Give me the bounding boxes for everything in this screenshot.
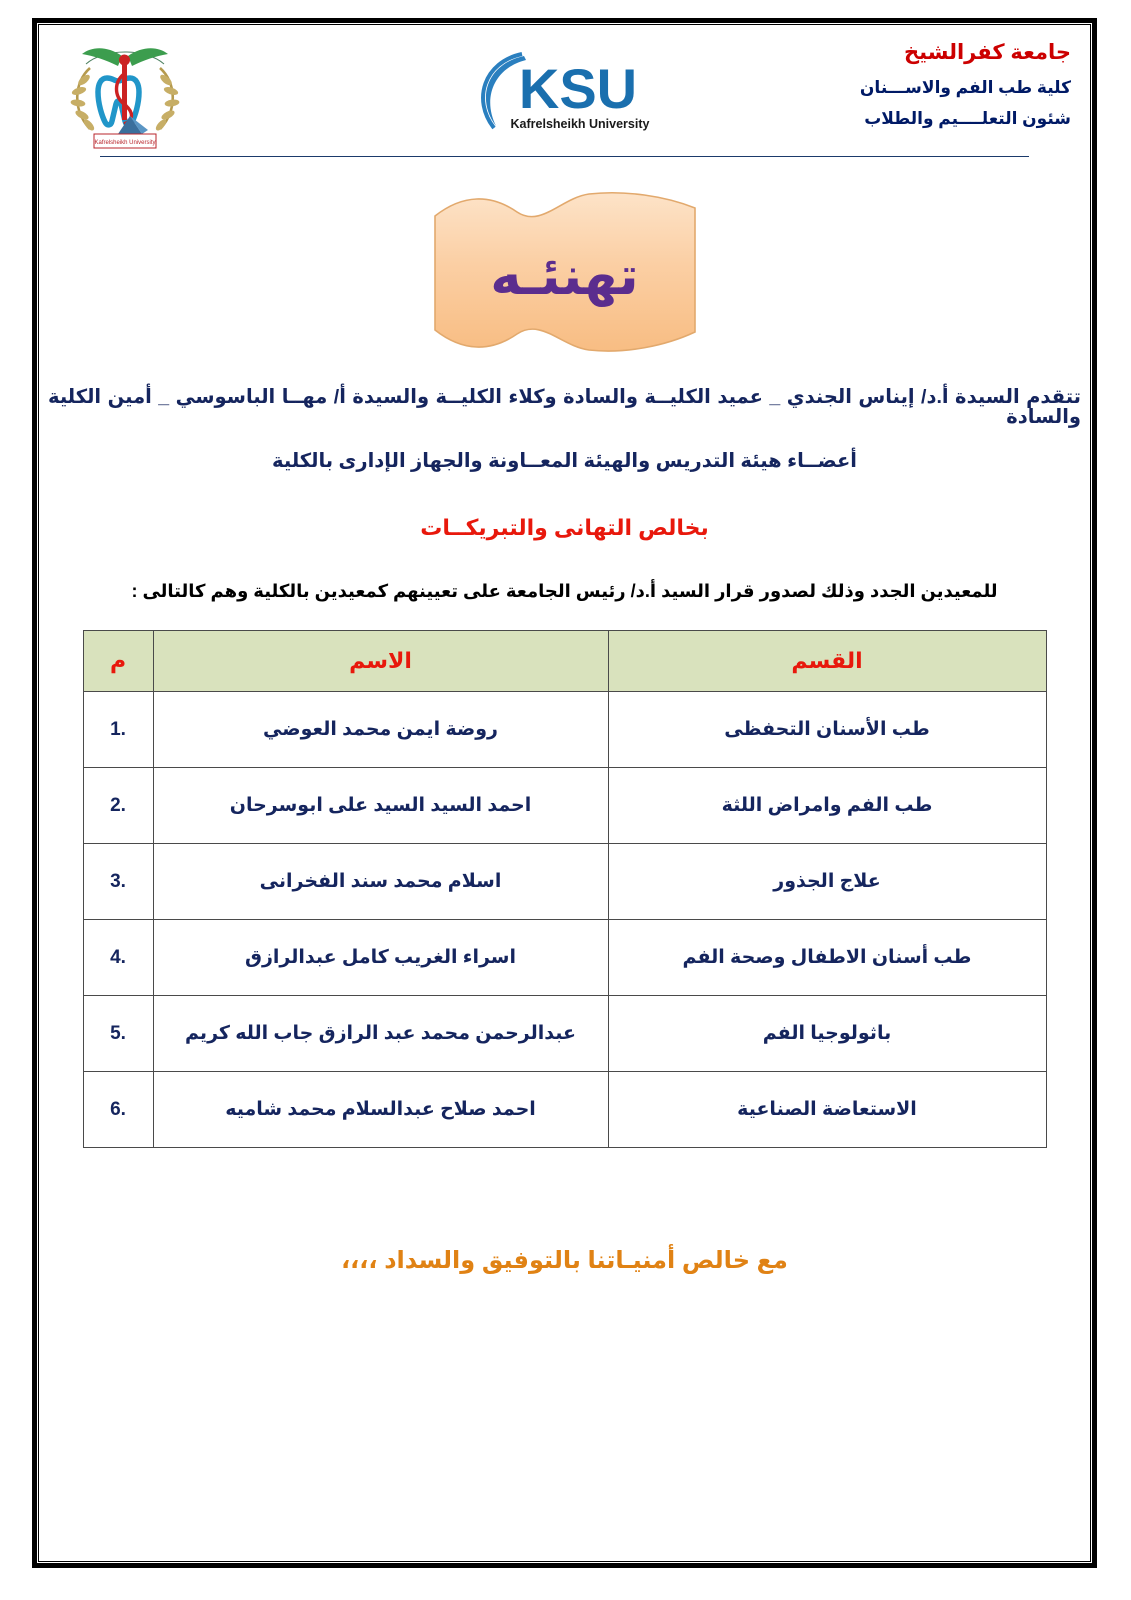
- document-page: [44, 28, 1085, 1556]
- cell-name: احمد صلاح عبدالسلام محمد شاميه: [153, 1072, 608, 1148]
- cell-department: طب الأسنان التحفظى: [608, 692, 1046, 768]
- cell-name: اسراء الغريب كامل عبدالرازق: [153, 920, 608, 996]
- intro-line-1: تتقدم السيدة أ.د/ إيناس الجندي _ عميد الكليــة والسادة وكلاء الكليــة والسيدة أ/ مهــا الباسوسي _ أمين الكلية والسادة: [48, 386, 1081, 428]
- congratulation-banner-wrap: [44, 190, 1085, 358]
- cell-no: 1.: [83, 692, 153, 768]
- header-divider: [100, 156, 1029, 157]
- table-row: [83, 844, 1046, 920]
- table-row: [83, 692, 1046, 768]
- decree-text: للمعيدين الجدد وذلك لصدور قرار السيد أ.د/ رئيس الجامعة على تعيينهم كمعيدين بالكلية وهم كالتالى :: [131, 581, 998, 601]
- congratulation-banner: [429, 190, 701, 358]
- document-header: [44, 28, 1085, 156]
- cell-name: اسلام محمد سند الفخرانى: [153, 844, 608, 920]
- ksu-subtitle: Kafrelsheikh University: [510, 117, 649, 131]
- cell-name: احمد السيد السيد على ابوسرحان: [153, 768, 608, 844]
- table-row: [83, 1072, 1046, 1148]
- header-title-block: [860, 40, 1071, 140]
- banner-title: تهنئـه: [490, 246, 639, 306]
- cell-no: 4.: [83, 920, 153, 996]
- department-name: شئون التعلــــيم والطلاب: [864, 109, 1071, 128]
- table-row: [83, 996, 1046, 1072]
- table-header-row: [83, 631, 1046, 692]
- cell-no: 6.: [83, 1072, 153, 1148]
- cell-department: علاج الجذور: [608, 844, 1046, 920]
- university-name: جامعة كفرالشيخ: [904, 41, 1071, 64]
- cell-name: عبدالرحمن محمد عبد الرازق جاب الله كريم: [153, 996, 608, 1072]
- intro-line-2: أعضــاء هيئة التدريس والهيئة المعــاونة والجهاز الإدارى بالكلية: [272, 450, 857, 472]
- new-demonstrators-table: [83, 630, 1047, 1148]
- column-header-no: م: [83, 631, 153, 692]
- cell-name: روضة ايمن محمد العوضي: [153, 692, 608, 768]
- cell-department: طب الفم وامراض اللثة: [608, 768, 1046, 844]
- cell-no: 5.: [83, 996, 153, 1072]
- column-header-name: الاسم: [153, 631, 608, 692]
- table-row: [83, 920, 1046, 996]
- cell-department: طب أسنان الاطفال وصحة الفم: [608, 920, 1046, 996]
- document-body: [44, 388, 1085, 602]
- cell-department: باثولوجيا الفم: [608, 996, 1046, 1072]
- faculty-name: كلية طب الفم والاســـنان: [859, 78, 1071, 97]
- cell-department: الاستعاضة الصناعية: [608, 1072, 1046, 1148]
- ksu-logo: [460, 44, 670, 144]
- ksu-acronym: KSU: [518, 57, 637, 120]
- closing-wishes: مع خالص أمنيـاتنا بالتوفيق والسداد ،،،،: [341, 1247, 788, 1274]
- table-row: [83, 768, 1046, 844]
- cell-no: 2.: [83, 768, 153, 844]
- faculty-of-dentistry-logo: [60, 34, 190, 152]
- cell-no: 3.: [83, 844, 153, 920]
- congratulations-text: بخالص التهانى والتبريكــات: [420, 515, 709, 540]
- faculty-logo-caption: Kafrelsheikh University: [94, 140, 156, 146]
- column-header-department: القسم: [608, 631, 1046, 692]
